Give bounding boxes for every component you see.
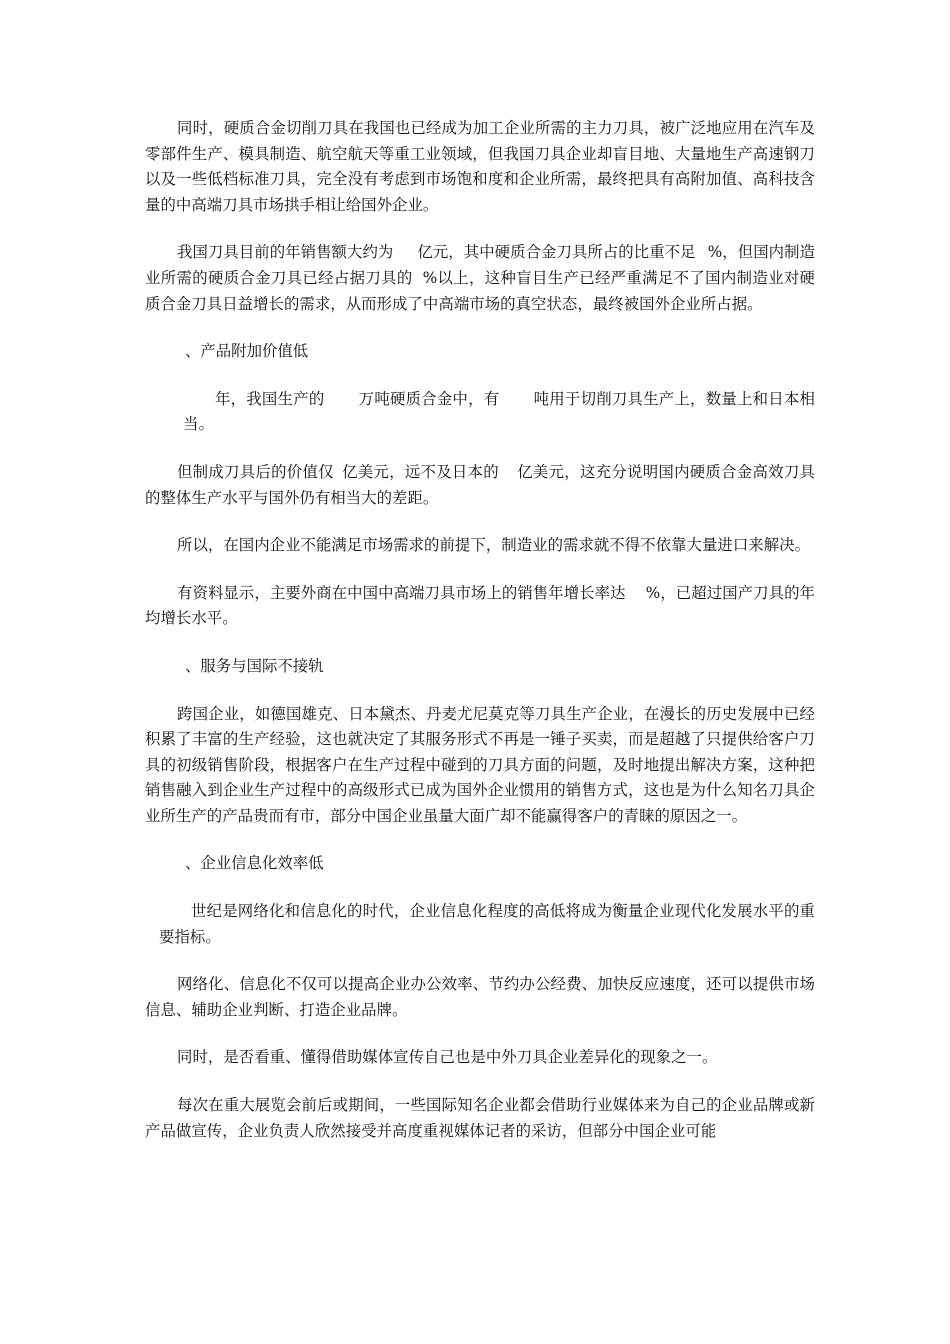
paragraph-production-volume [145,387,815,438]
text-fragment: 吨用于切削刀具生产上，数量上和日本相当。 [183,389,815,434]
section-heading-low-value: 、产品附加价值低 [185,342,309,361]
paragraph-foreign-growth [145,581,815,632]
paragraph-hard-alloy-tools: 同时，硬质合金切削刀具在我国也已经成为加工企业所需的主力刀具，被广泛地应用在汽车及零部件生产、模具制造、航空航天等重工业领域，但我国刀具企业却盲目地、大量地生产高速钢刀以及一些低档标准刀具，完全没有考虑到市场饱和度和企业所需，最终把具有高附加值、高科技含量的中高端刀具市场拱手相让给国外企业。 [145,119,815,214]
paragraph-network-era: 世纪是网络化和信息化的时代，企业信息化程度的高低将成为衡量企业现代化发展水平的重要指标。 [159,902,815,946]
paragraph-media-promotion: 同时，是否看重、懂得借助媒体宣传自己也是中外刀具企业差异化的现象之一。 [177,1048,718,1067]
text-fragment: 年，我国生产的 [215,389,325,408]
text-fragment: 我国刀具目前的年销售额大约为 [177,243,394,262]
text-fragment: 万吨硬质合金中，有 [358,389,500,408]
text-fragment: %以上，这种盲目生产已经严重满足不了国内制造业对硬质合金刀具日益增长的需求，从而形成了中高端市场的真空状态，最终被国外企业所占据。 [145,268,815,313]
text-fragment: %，但国内制造业所需的硬质合金刀具已经占据刀具的 [145,243,815,287]
section-heading-informatization: 、企业信息化效率低 [185,854,324,873]
paragraph-exhibitions: 每次在重大展览会前后或期间，一些国际知名企业都会借助行业媒体来为自己的企业品牌或新产品做宣传，企业负责人欣然接受并高度重视媒体记者的采访，但部分中国企业可能 [145,1096,815,1140]
text-fragment: 亿美元，这充分说明国内硬质合金高效刀具的整体生产水平与国外仍有相当大的差距。 [145,462,815,507]
text-fragment: 亿美元，远不及日本的 [341,462,499,481]
paragraph-import-dependence: 所以，在国内企业不能满足市场需求的前提下，制造业的需求就不得不依靠大量进口来解决。 [177,536,811,555]
paragraph-annual-sales [145,240,815,317]
section-heading-service: 、服务与国际不接轨 [185,656,324,675]
text-fragment: 但制成刀具后的价值仅 [177,462,334,481]
text-fragment: 亿元，其中硬质合金刀具所占的比重不足 [417,243,696,262]
paragraph-network-benefits: 网络化、信息化不仅可以提高企业办公效率、节约办公经费、加快反应速度，还可以提供市场信息、辅助企业判断、打造企业品牌。 [145,975,815,1019]
text-fragment: 有资料显示，主要外商在中国中高端刀具市场上的销售年增长率达 [177,583,626,602]
text-fragment: %，已超过国产刀具的年均增长水平。 [145,583,815,628]
paragraph-multinational-service: 跨国企业，如德国雄克、日本黛杰、丹麦尤尼莫克等刀具生产企业，在漫长的历史发展中已经积累了丰富的生产经验，这也就决定了其服务形式不再是一锤子买卖，而是超越了只提供给客户刀具的初级销售阶段，根据客户在生产过程中碰到的刀具方面的问题，及时地提出解决方案，这种把销售融入到企业生产过程中的高级形式已成为国外企业惯用的销售方式，这也是为什么知名刀具企业所生产的产品贵而有市，部分中国企业虽量大面广却不能赢得客户的青睐的原因之一。 [145,704,815,825]
document-page [145,116,815,1144]
paragraph-value-gap [145,460,815,511]
